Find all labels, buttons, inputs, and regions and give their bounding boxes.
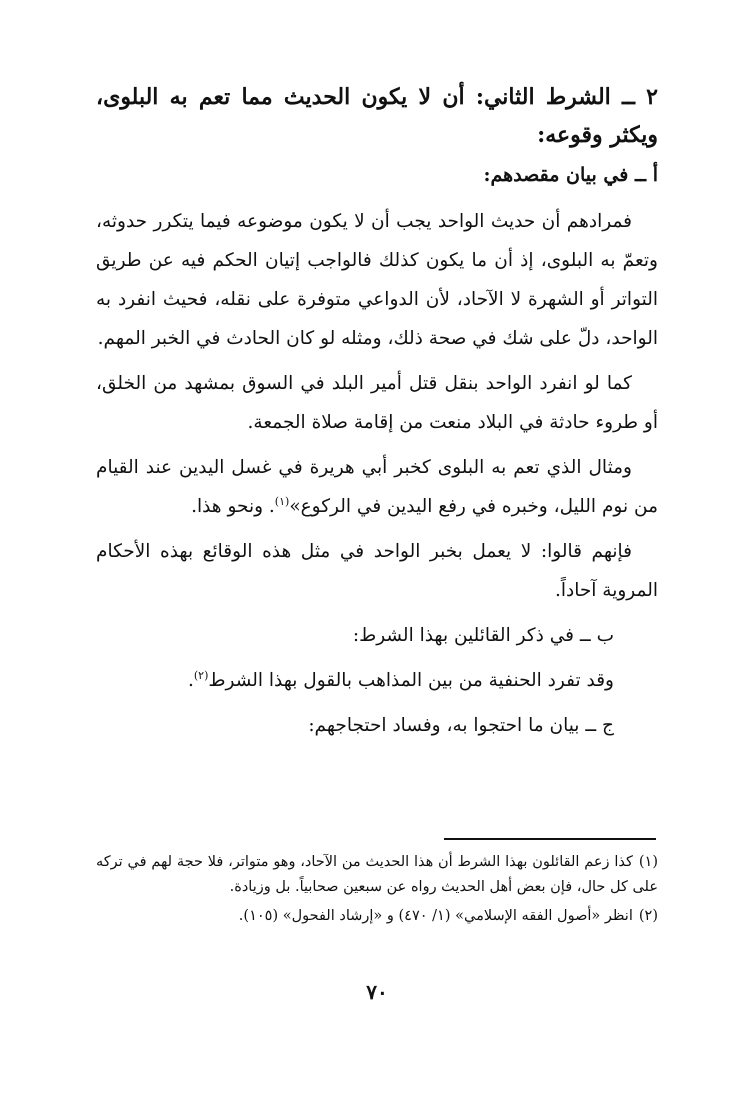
section-heading: ٢ ــ الشرط الثاني: أن لا يكون الحديث مما تعم به البلوى، ويكثر وقوعه: [96,84,658,148]
paragraph-example-end: . ونحو هذا. [191,496,275,517]
paragraph-example-hadith [96,448,658,526]
paragraph-conclusion: فإنهم قالوا: لا يعمل بخبر الواحد في مثل هذه الوقائع بهذه الأحكام المروية آحاداً. [96,541,658,601]
paragraph-example-text: ومثال الذي تعم به البلوى كخبر أبي هريرة في غسل اليدين عند القيام من نوم الليل، وخبره في رفع اليدين في الركوع» [96,457,658,517]
footnote-2-text: انظر «أصول الفقه الإسلامي» (١/ ٤٧٠) و «إرشاد الفحول» (١٠٥). [238,908,633,924]
paragraph-hanafi [96,661,658,700]
subheading-c: ج ــ بيان ما احتجوا به، وفساد احتجاجهم: [308,715,614,736]
page-number: ٧٠ [366,980,388,1004]
paragraph-hanafi-text: وقد تفرد الحنفية من بين المذاهب بالقول بهذا الشرط [208,670,614,691]
footnote-divider [444,838,656,840]
paragraph-definition: فمرادهم أن حديث الواحد يجب أن لا يكون موضوعه فيما يتكرر حدوثه، وتعمّ به البلوى، إذ أن ما يكون كذلك فالواجب إتيان الحكم فيه عن طريق التواتر أو الشهرة لا الآحاد، لأن الدواعي متوفرة على نقله، فحيث انفرد به الواحد، دلّ على شك في صحة ذلك، ومثله لو كان الحادث في الخبر المهم. [96,211,658,349]
footnote-1-text: كذا زعم القائلون بهذا الشرط أن هذا الحديث من الآحاد، وهو متواتر، فلا حجة لهم في تركه على كل حال، فإن بعض أهل الحديث رواه عن سبعين صحابياً. بل وزيادة. [96,854,658,895]
paragraph-example-events: كما لو انفرد الواحد بنقل قتل أمير البلد في السوق بمشهد من الخلق، أو طروء حادثة في البلاد منعت من إقامة صلاة الجمعة. [96,373,658,433]
footnotes [96,850,658,933]
footnote-2-number: (٢) [638,908,658,924]
footnote-marker-1[interactable]: (١) [274,494,290,508]
footnote-2 [96,904,658,929]
subheading-b: ب ــ في ذكر القائلين بهذا الشرط: [352,625,614,646]
subheading-a: أ ــ في بيان مقصدهم: [483,164,658,186]
page-body [96,78,658,751]
footnote-1 [96,850,658,900]
paragraph-hanafi-end: . [187,670,194,691]
footnote-marker-2[interactable]: (٢) [193,668,209,682]
footnote-1-number: (١) [638,854,658,870]
